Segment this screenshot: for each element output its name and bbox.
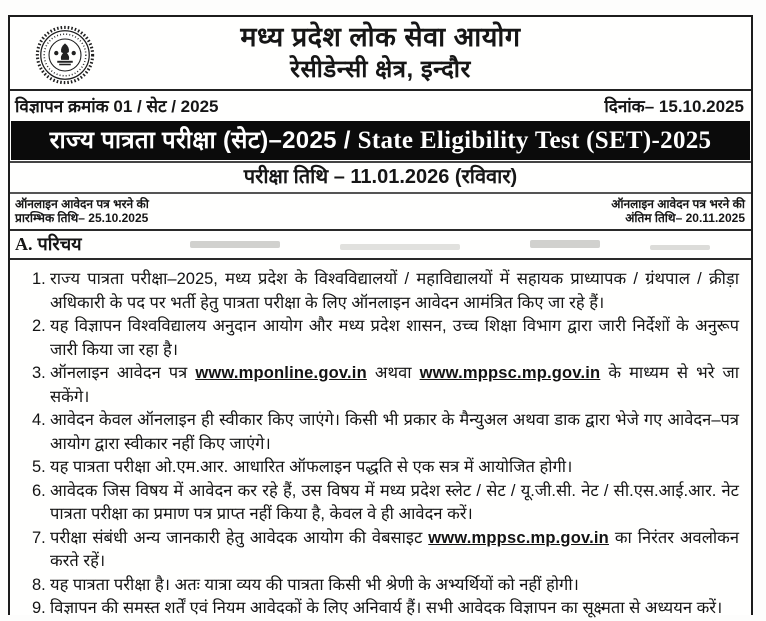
list-item-text [50, 456, 741, 480]
section-title: परिचय [32, 234, 82, 254]
list-item [24, 574, 741, 598]
list-item-text [50, 527, 741, 574]
section-letter: A. [15, 234, 33, 254]
intro-list [10, 260, 751, 621]
application-end-date: अंतिम तिथि– 20.11.2025 [625, 211, 745, 225]
website-link[interactable]: www.mppsc.mp.gov.in [419, 364, 601, 382]
list-item-number: 3. [32, 364, 46, 382]
advt-number: विज्ञापन क्रमांक 01 / सेट / 2025 [15, 96, 219, 116]
exam-title-hindi: राज्य पात्रता परीक्षा (सेट)–2025 [49, 127, 337, 154]
title-separator: / [336, 127, 358, 154]
text-segment: यह पात्रता परीक्षा है। अतः यात्रा व्यय की पात्रता किसी भी श्रेणी के अभ्यर्थियों को नहीं होगी। [50, 575, 579, 594]
list-item-text [50, 362, 741, 409]
text-segment: आवेदक जिस विषय में आवेदन कर रहे हैं, उस विषय में मध्य प्रदेश स्लेट / सेट / यू.जी.सी. नेट / सी.एस.आई.आर. नेट पात्रता परीक्षा का प्रमाण पत्र प्राप्त नहीं किया है, केवल वे ही आवेदन करें। [50, 481, 739, 523]
advt-row [10, 89, 751, 119]
text-segment: यह विज्ञापन विश्वविद्यालय अनुदान आयोग और मध्य प्रदेश शासन, उच्च शिक्षा विभाग द्वारा जारी निर्देशों के अनुरूप जारी किया जा रहा है। [50, 317, 739, 359]
application-start-block [15, 197, 149, 225]
list-item-text [50, 409, 741, 456]
list-item [24, 456, 741, 480]
list-item [24, 597, 741, 621]
list-item-number: 9. [32, 599, 46, 617]
list-item-number: 7. [32, 528, 46, 547]
list-item-number: 1. [32, 270, 46, 288]
list-item [24, 527, 741, 574]
exam-title-english: State Eligibility Test (SET)-2025 [357, 127, 712, 154]
text-segment: यह पात्रता परीक्षा ओ.एम.आर. आधारित ऑफलाइन पद्धति से एक सत्र में आयोजित होगी। [50, 458, 573, 476]
list-item [24, 315, 741, 362]
exam-date: परीक्षा तिथि – 11.01.2026 (रविवार) [243, 166, 518, 188]
text-segment: परीक्षा संबंधी अन्य जानकारी हेतु आवेदक आयोग की वेबसाइट [50, 528, 429, 547]
section-heading-box [10, 229, 751, 260]
list-item [24, 362, 741, 409]
scan-artifact [190, 241, 280, 248]
list-item-number: 2. [32, 317, 46, 335]
notification-page [8, 15, 753, 615]
org-location: रेसीडेन्सी क्षेत्र, इन्दौर [290, 56, 471, 83]
application-start-date: प्रारम्भिक तिथि– 25.10.2025 [15, 211, 149, 225]
list-item-number: 5. [32, 458, 46, 476]
text-segment: विज्ञापन की समस्त शर्तें एवं नियम आवेदकों के लिए अनिवार्य हैं। सभी आवेदक विज्ञापन का सूक्ष्मता से अध्ययन करें। [50, 599, 723, 617]
org-titles [10, 21, 751, 86]
website-link[interactable]: www.mppsc.mp.gov.in [428, 528, 609, 547]
text-segment: ऑनलाइन आवेदन पत्र [50, 364, 196, 382]
org-name: मध्य प्रदेश लोक सेवा आयोग [240, 22, 521, 52]
text-segment: आवेदन केवल ऑनलाइन ही स्वीकार किए जाएंगे। किसी भी प्रकार के मैन्युअल अथवा डाक द्वारा भेजे गए आवेदन–पत्र आयोग द्वारा स्वीकार नहीं किए जाएंगे। [50, 411, 739, 453]
list-item [24, 409, 741, 456]
list-item [24, 480, 741, 527]
list-item-text [50, 480, 741, 527]
text-segment: के माध्यम से भरे जा सकेंगे। [50, 364, 739, 406]
list-item-text [50, 315, 741, 362]
application-start-label: ऑनलाइन आवेदन पत्र भरने की [15, 197, 149, 211]
list-item-text [50, 268, 741, 315]
list-item-number: 4. [32, 411, 46, 429]
list-item-text [50, 574, 741, 598]
scan-artifact [650, 245, 710, 250]
scan-artifact [530, 240, 600, 248]
text-segment: अथवा [366, 364, 420, 382]
list-item-text [50, 597, 741, 621]
application-end-block [611, 197, 745, 225]
application-end-label: ऑनलाइन आवेदन पत्र भरने की [611, 197, 745, 211]
list-item-number: 6. [32, 481, 46, 500]
exam-title-banner [11, 121, 750, 160]
page-header [10, 17, 751, 89]
text-segment: का निरंतर अवलोकन करते रहें। [50, 528, 739, 570]
notification-date: दिनांक– 15.10.2025 [604, 96, 744, 116]
website-link[interactable]: www.mponline.gov.in [195, 364, 367, 382]
application-window-row [10, 194, 751, 229]
text-segment: राज्य पात्रता परीक्षा–2025, मध्य प्रदेश के विश्वविद्यालयों / महाविद्यालयों में सहायक प्राध्यापक / ग्रंथपाल / क्रीड़ा अधिकारी के पद पर भर्ती हेतु पात्रता परीक्षा के लिए ऑनलाइन आवेदन आमंत्रित किए जा रहे हैं। [50, 270, 739, 312]
list-item [24, 268, 741, 315]
list-item-number: 8. [32, 575, 46, 594]
exam-date-row [10, 161, 751, 194]
scan-artifact [340, 244, 460, 250]
